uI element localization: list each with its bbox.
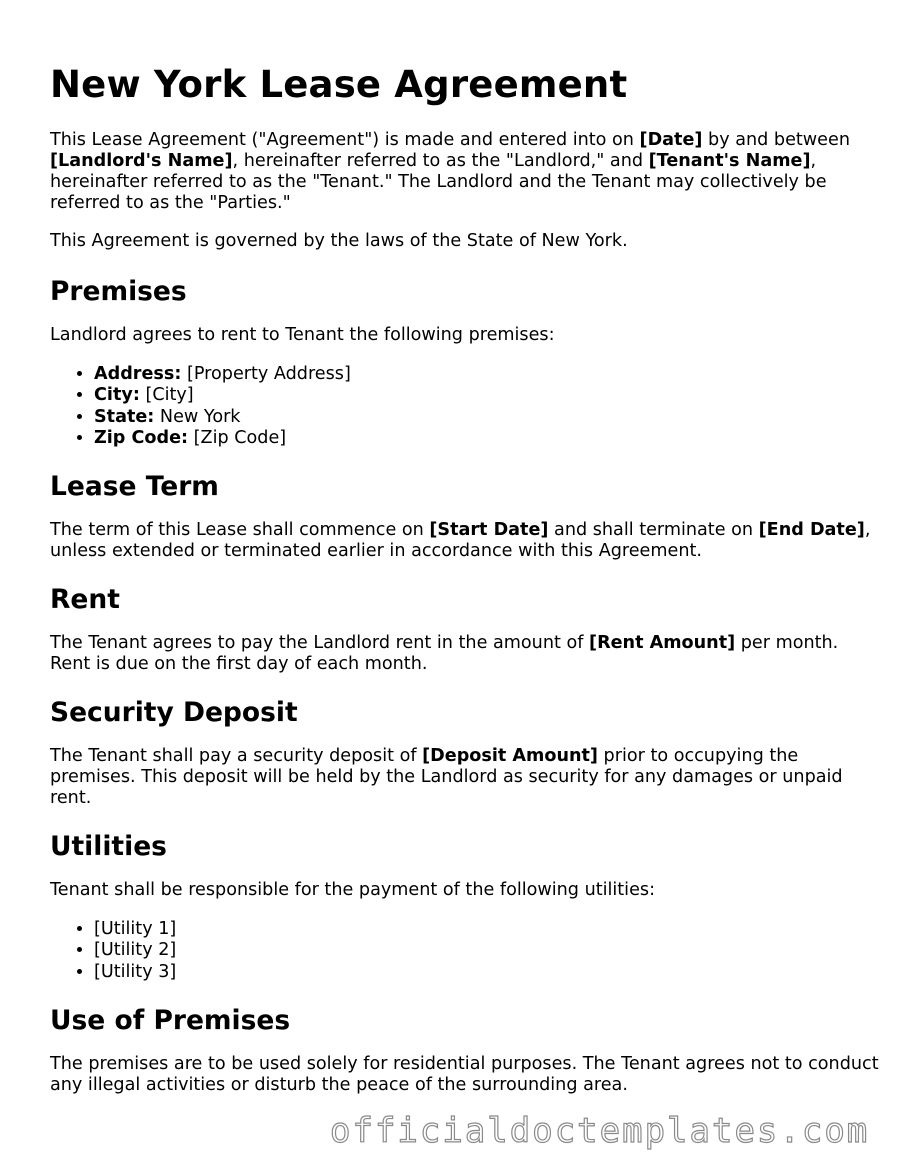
list-item: • [Utility 1] <box>94 919 880 940</box>
list-item <box>94 364 880 385</box>
city-value: [City] <box>139 385 194 406</box>
deposit-text-2: prior to occupying the premises. This deposit will be held by the Landlord as security for any damages or unpaid rent. <box>50 746 843 809</box>
intro-paragraph <box>50 130 880 214</box>
rent-heading: Rent <box>50 584 120 616</box>
intro-text-1: This Lease Agreement ("Agreement") is made and entered into on <box>50 130 640 150</box>
list-item <box>94 428 880 449</box>
state-label: State: <box>94 406 155 427</box>
governing-law-paragraph: This Agreement is governed by the laws of the State of New York. <box>50 231 628 251</box>
zip-code-value: [Zip Code] <box>188 427 287 448</box>
state-value: New York <box>154 406 241 427</box>
watermark: officialdoctemplates.com <box>330 1111 870 1151</box>
rent-amount-placeholder: [Rent Amount] <box>589 633 736 654</box>
security-deposit-heading: Security Deposit <box>50 697 298 729</box>
document-page <box>50 0 880 1096</box>
date-placeholder: [Date] <box>639 130 703 150</box>
deposit-text-1: The Tenant shall pay a security deposit of <box>50 746 423 767</box>
lease-term-text-1: The term of this Lease shall commence on <box>50 520 430 541</box>
zip-code-label: Zip Code: <box>94 427 189 448</box>
lease-term-heading: Lease Term <box>50 471 219 503</box>
intro-text-3: , hereinafter referred to as the "Landlord," and <box>232 151 649 171</box>
start-date-placeholder: [Start Date] <box>429 520 549 541</box>
premises-text: Landlord agrees to rent to Tenant the following premises: <box>50 325 555 345</box>
page-title: New York Lease Agreement <box>50 63 628 106</box>
list-item: • [Utility 2] <box>94 940 880 961</box>
tenant-name-placeholder: [Tenant's Name] <box>648 151 811 171</box>
premises-heading: Premises <box>50 276 187 307</box>
lease-term-text-3: , unless extended or terminated earlier in accordance with this Agreement. <box>50 520 871 562</box>
rent-text-1: The Tenant agrees to pay the Landlord rent in the amount of <box>50 633 590 654</box>
list-item: • [Utility 3] <box>94 962 880 983</box>
list-item <box>94 385 880 406</box>
deposit-amount-placeholder: [Deposit Amount] <box>422 746 598 767</box>
address-label: Address: <box>94 364 182 384</box>
intro-text-2: by and between <box>702 130 850 150</box>
utilities-heading: Utilities <box>50 831 167 863</box>
use-of-premises-paragraph: The premises are to be used solely for residential purposes. The Tenant agrees not to conduct any illegal activities or disturb the peace of the surrounding area. <box>50 1054 879 1096</box>
lease-term-paragraph <box>50 520 880 562</box>
landlord-name-placeholder: [Landlord's Name] <box>50 151 233 171</box>
lease-term-text-2: and shall terminate on <box>548 520 759 541</box>
city-label: City: <box>94 385 140 406</box>
use-of-premises-heading: Use of Premises <box>50 1005 291 1037</box>
rent-text-2: per month. Rent is due on the first day of each month. <box>50 633 839 675</box>
list-item <box>94 407 880 428</box>
rent-paragraph <box>50 633 880 675</box>
end-date-placeholder: [End Date] <box>758 520 865 541</box>
intro-text-4: , hereinafter referred to as the "Tenant." The Landlord and the Tenant may collectively be referred to as the "Parties." <box>50 151 827 213</box>
utilities-text: Tenant shall be responsible for the payment of the following utilities: <box>50 880 655 901</box>
utilities-list <box>50 919 880 983</box>
address-value: [Property Address] <box>181 364 351 384</box>
premises-list <box>50 364 880 449</box>
security-deposit-paragraph <box>50 746 880 809</box>
